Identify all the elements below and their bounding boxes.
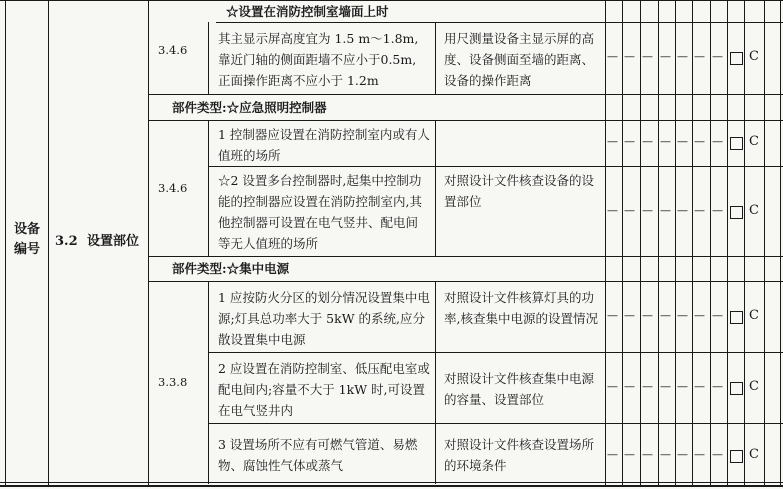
rule-mid-type1 [208,166,783,167]
not-applicable-dash: — [607,135,618,148]
check-box[interactable] [730,382,743,395]
top-note: ☆设置在消防控制室墙面上时 [226,4,389,19]
not-applicable-dash: — [677,448,688,461]
not-applicable-dash: — [642,380,653,393]
col-rule-c6 [710,0,711,487]
rule-bottom-double-b [0,485,783,487]
row1-code: 3.4.6 [158,43,188,57]
not-applicable-dash: — [694,50,705,63]
not-applicable-dash: — [607,309,618,322]
col-rule-c2 [640,0,641,487]
row3-method-3: 对照设计文件核查设置场所的环境条件 [444,437,595,473]
item-name: 设置部位 [87,234,140,249]
col-rule-c1 [622,0,623,487]
col-rule-c9 [764,0,765,487]
clause-number: 3.2 [55,234,78,249]
not-applicable-dash: — [694,204,705,217]
not-applicable-dash: — [624,50,635,63]
rule-under-row1 [148,94,783,95]
not-applicable-dash: — [642,309,653,322]
not-applicable-dash: — [642,448,653,461]
grade-letter: C [749,447,759,462]
rule-psu-2 [208,423,783,424]
row2-method: 对照设计文件核查设备的设置部位 [444,173,595,209]
not-applicable-dash: — [677,135,688,148]
grade-letter: C [749,308,759,323]
not-applicable-dash: — [607,380,618,393]
check-box[interactable] [730,206,743,219]
not-applicable-dash: — [660,204,671,217]
rule-psu-1 [208,352,783,353]
row3-requirement-2: 2 应设置在消防控制室、低压配电室或配电间内;容量不大于 1kW 时,可设置在电气竖井内 [218,361,430,418]
rule-under-note [216,22,783,23]
col-rule-item [148,0,149,487]
not-applicable-dash: — [677,380,688,393]
not-applicable-dash: — [607,50,618,63]
check-box[interactable] [730,450,743,463]
col-rule-method [605,0,606,487]
not-applicable-dash: — [712,135,723,148]
row2-code: 3.4.6 [158,181,188,195]
not-applicable-dash: — [712,50,723,63]
rule-under-type1 [148,120,783,121]
col-rule-c7 [727,0,728,487]
check-box[interactable] [730,52,743,65]
not-applicable-dash: — [694,448,705,461]
grade-letter: C [749,379,759,394]
row3-requirement-3: 3 设置场所不应有可燃气管道、易燃物、腐蚀性气体或蒸气 [218,437,418,473]
not-applicable-dash: — [624,204,635,217]
not-applicable-dash: — [660,50,671,63]
not-applicable-dash: — [624,309,635,322]
row3-method-2: 对照设计文件核查集中电源的容量、设置部位 [444,371,595,407]
rule-bottom-double-a [0,482,783,483]
col-rule-code-3 [208,281,209,484]
col-rule-c3 [658,0,659,487]
component-type-power: 部件类型:☆集中电源 [172,261,290,276]
not-applicable-dash: — [694,309,705,322]
row3-code: 3.3.8 [158,375,188,389]
not-applicable-dash: — [712,448,723,461]
rule-under-type2 [148,281,783,282]
row1-requirement: 其主显示屏高度宜为 1.5 m～1.8m,靠近门轴的侧面距墙不应小于0.5m,正面操作距离不应小于 1.2m [218,31,419,88]
not-applicable-dash: — [712,309,723,322]
not-applicable-dash: — [607,448,618,461]
not-applicable-dash: — [607,204,618,217]
not-applicable-dash: — [660,309,671,322]
not-applicable-dash: — [677,50,688,63]
row1-method: 用尺测量设备主显示屏的高度、设备侧面至墙的距离、设备的操作距离 [444,31,595,88]
not-applicable-dash: — [694,380,705,393]
not-applicable-dash: — [712,380,723,393]
col-rule-category [48,0,49,487]
not-applicable-dash: — [624,448,635,461]
col-rule-requirement-3 [435,281,436,484]
not-applicable-dash: — [694,135,705,148]
not-applicable-dash: — [712,204,723,217]
component-type-controller: 部件类型:☆应急照明控制器 [172,100,327,115]
not-applicable-dash: — [624,380,635,393]
col-rule-requirement-2 [435,120,436,256]
not-applicable-dash: — [660,380,671,393]
row3-method-1: 对照设计文件核算灯具的功率,核查集中电源的设置情况 [444,290,598,326]
grade-letter: C [749,49,759,64]
rule-under-controller [148,256,783,257]
not-applicable-dash: — [642,135,653,148]
not-applicable-dash: — [660,135,671,148]
not-applicable-dash: — [642,204,653,217]
category-label: 设备编号 [13,222,40,257]
grade-letter: C [749,203,759,218]
col-rule-right [780,0,781,487]
check-box[interactable] [730,311,743,324]
col-rule-code-2 [208,120,209,256]
col-rule-left [5,0,6,487]
rule-top [0,0,783,1]
col-rule-code [208,22,209,94]
not-applicable-dash: — [660,448,671,461]
not-applicable-dash: — [624,135,635,148]
check-box[interactable] [730,137,743,150]
col-rule-c8 [744,0,745,487]
col-rule-requirement [435,22,436,94]
not-applicable-dash: — [677,204,688,217]
not-applicable-dash: — [677,309,688,322]
grade-letter: C [749,134,759,149]
row3-requirement-1: 1 应按防火分区的划分情况设置集中电源;灯具总功率大于 5kW 的系统,应分散设置集中电源 [218,290,430,347]
row2-requirement-1: 1 控制器应设置在消防控制室内或有人值班的场所 [218,127,430,163]
row2-requirement-2: ☆2 设置多台控制器时,起集中控制功能的控制器应设置在消防控制室内,其他控制器可设置在电气竖井、配电间等无人值班的场所 [218,173,422,251]
col-rule-c4 [675,0,676,487]
not-applicable-dash: — [642,50,653,63]
col-rule-c5 [692,0,693,487]
